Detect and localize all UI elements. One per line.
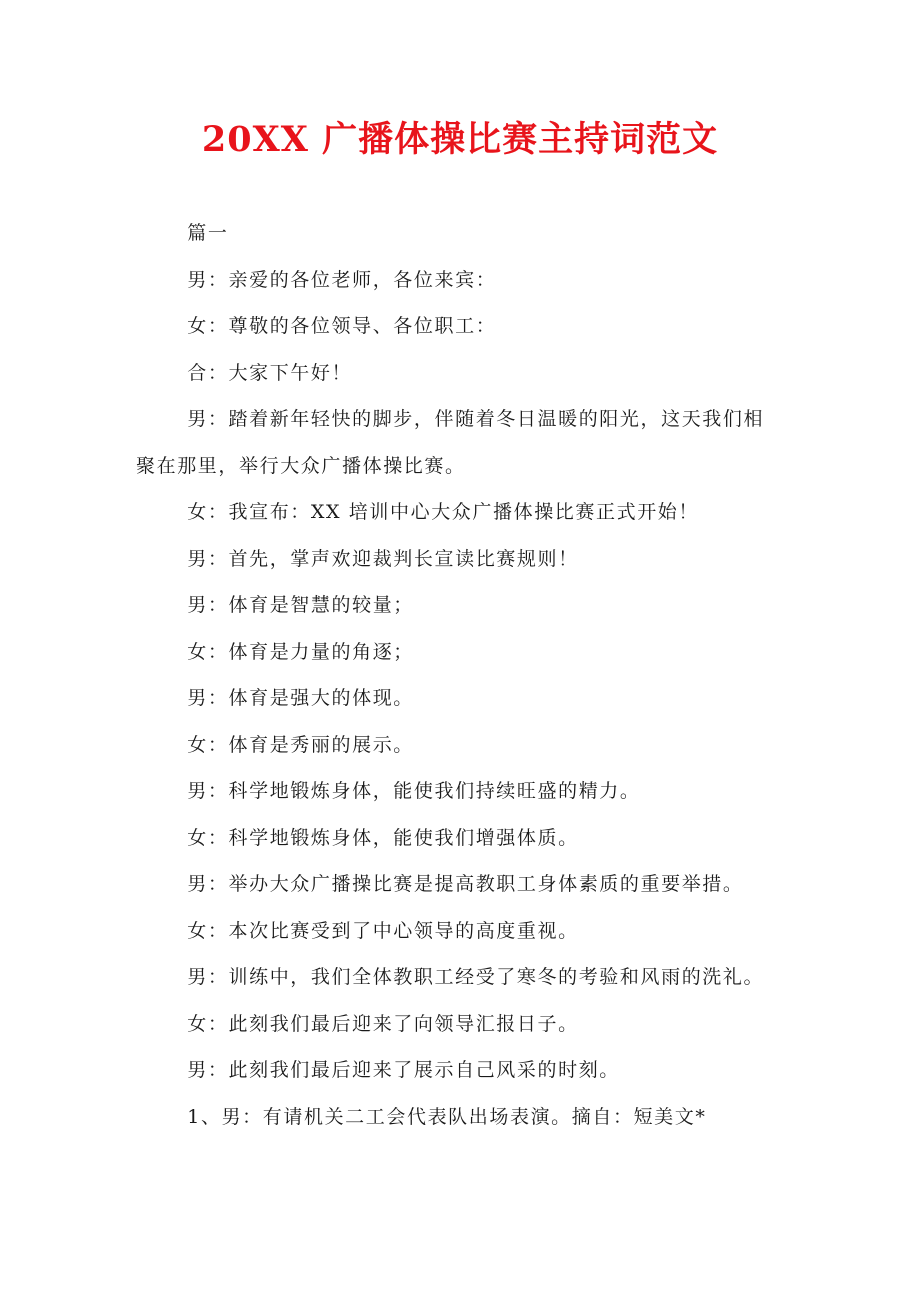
paragraph: 女：体育是力量的角逐； xyxy=(187,640,414,663)
paragraph-section-label: 篇一 xyxy=(187,222,229,244)
document-body xyxy=(136,210,776,1140)
paragraph: 男：踏着新年轻快的脚步，伴随着冬日温暖的阳光，这天我们相聚在那里，举行大众广播体操比赛。 xyxy=(136,408,765,477)
paragraph: 男：亲爱的各位老师，各位来宾： xyxy=(187,268,497,291)
paragraph: 女：我宣布：XX 培训中心大众广播体操比赛正式开始！ xyxy=(187,501,699,523)
paragraph: 女：此刻我们最后迎来了向领导汇报日子。 xyxy=(187,1012,579,1035)
paragraph: 1、男：有请机关二工会代表队出场表演。摘自：短美文* xyxy=(187,1105,707,1128)
paragraph: 男：科学地锻炼身体，能使我们持续旺盛的精力。 xyxy=(187,780,641,802)
paragraph: 男：体育是强大的体现。 xyxy=(187,687,414,709)
paragraph: 女：体育是秀丽的展示。 xyxy=(187,733,414,756)
paragraph: 男：此刻我们最后迎来了展示自己风采的时刻。 xyxy=(187,1059,620,1081)
paragraph: 男：举办大众广播操比赛是提高教职工身体素质的重要举措。 xyxy=(187,873,744,895)
paragraph: 男：首先，掌声欢迎裁判长宣读比赛规则！ xyxy=(187,547,579,570)
paragraph: 合：大家下午好！ xyxy=(187,361,353,384)
paragraph: 女：本次比赛受到了中心领导的高度重视。 xyxy=(187,919,579,942)
paragraph: 男：训练中，我们全体教职工经受了寒冬的考验和风雨的洗礼。 xyxy=(187,966,765,988)
document-title: 20XX 广播体操比赛主持词范文 xyxy=(201,119,719,160)
paragraph: 女：科学地锻炼身体，能使我们增强体质。 xyxy=(187,826,579,849)
paragraph: 男：体育是智慧的较量； xyxy=(187,594,414,616)
paragraph: 女：尊敬的各位领导、各位职工： xyxy=(187,315,497,337)
